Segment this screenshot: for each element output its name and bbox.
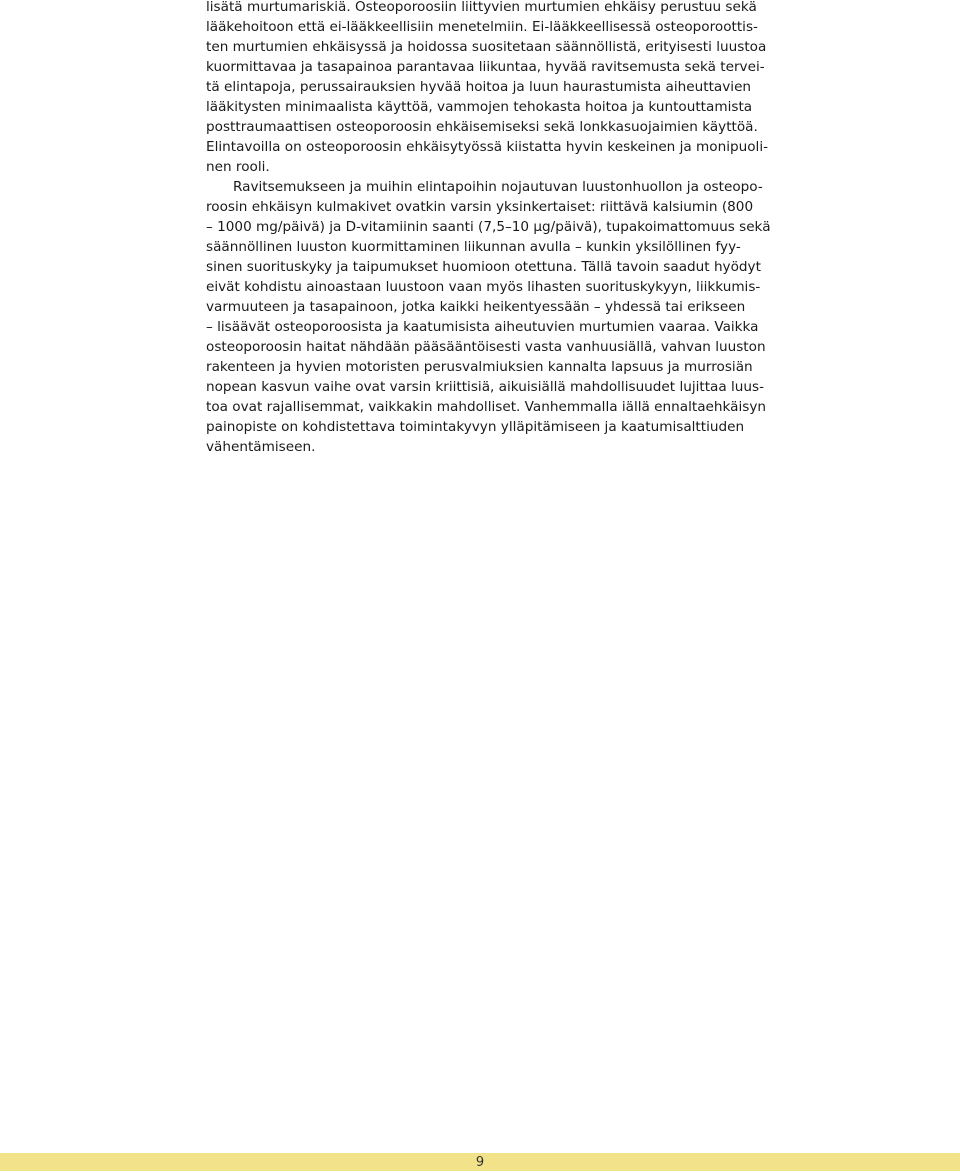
text-line: – 1000 mg/päivä) ja D-vitamiinin saanti (7,5–10 µg/päivä), tupakoimattomuus sekä <box>206 219 771 235</box>
text-line: vähentämiseen. <box>206 439 316 455</box>
text-line: – lisäävät osteoporoosista ja kaatumisista aiheutuvien murtumien vaaraa. Vaikka <box>206 319 759 335</box>
text-line: eivät kohdistu ainoastaan luustoon vaan myös lihasten suorituskykyyn, liikkumis- <box>206 279 761 295</box>
page-number: 9 <box>475 1155 485 1170</box>
text-line: lisätä murtumariskiä. Osteoporoosiin liittyvien murtumien ehkäisy perustuu sekä <box>206 0 757 15</box>
text-line: nopean kasvun vaihe ovat varsin kriittisiä, aikuisiällä mahdollisuudet lujittaa luus- <box>206 379 765 395</box>
text-line: lääkitysten minimaalista käyttöä, vammojen tehokasta hoitoa ja kuntouttamista <box>206 99 753 115</box>
text-line: roosin ehkäisyn kulmakivet ovatkin varsin yksinkertaiset: riittävä kalsiumin (800 <box>206 199 754 215</box>
text-line: nen rooli. <box>206 159 270 175</box>
text-line: posttraumaattisen osteoporoosin ehkäisemiseksi sekä lonkkasuojaimien käyttöä. <box>206 119 758 135</box>
text-line: osteoporoosin haitat nähdään pääsääntöisesti vasta vanhuusiällä, vahvan luuston <box>206 339 766 355</box>
text-line: säännöllinen luuston kuormittaminen liikunnan avulla – kunkin yksilöllinen fyy- <box>206 239 741 255</box>
text-line: sinen suorituskyky ja taipumukset huomioon otettuna. Tällä tavoin saadut hyödyt <box>206 259 761 275</box>
body-text <box>206 0 771 457</box>
text-line: lääkehoitoon että ei-lääkkeellisiin menetelmiin. Ei-lääkkeellisessä osteoporoottis- <box>206 19 758 35</box>
text-line: painopiste on kohdistettava toimintakyvyn ylläpitämiseen ja kaatumisalttiuden <box>206 419 745 435</box>
text-line: rakenteen ja hyvien motoristen perusvalmiuksien kannalta lapsuus ja murrosiän <box>206 359 753 375</box>
text-line: varmuuteen ja tasapainoon, jotka kaikki heikentyessään – yhdessä tai erikseen <box>206 299 746 315</box>
text-line: Elintavoilla on osteoporoosin ehkäisytyössä kiistatta hyvin keskeinen ja monipuoli- <box>206 139 769 155</box>
text-line: tä elintapoja, perussairauksien hyvää hoitoa ja luun haurastumista aiheuttavien <box>206 79 752 95</box>
text-line: ten murtumien ehkäisyssä ja hoidossa suositetaan säännöllistä, erityisesti luustoa <box>206 39 767 55</box>
text-line: kuormittavaa ja tasapainoa parantavaa liikuntaa, hyvää ravitsemusta sekä tervei- <box>206 59 765 75</box>
text-line: Ravitsemukseen ja muihin elintapoihin nojautuvan luustonhuollon ja osteopo- <box>233 179 763 195</box>
text-line: toa ovat rajallisemmat, vaikkakin mahdolliset. Vanhemmalla iällä ennaltaehkäisyn <box>206 399 767 415</box>
